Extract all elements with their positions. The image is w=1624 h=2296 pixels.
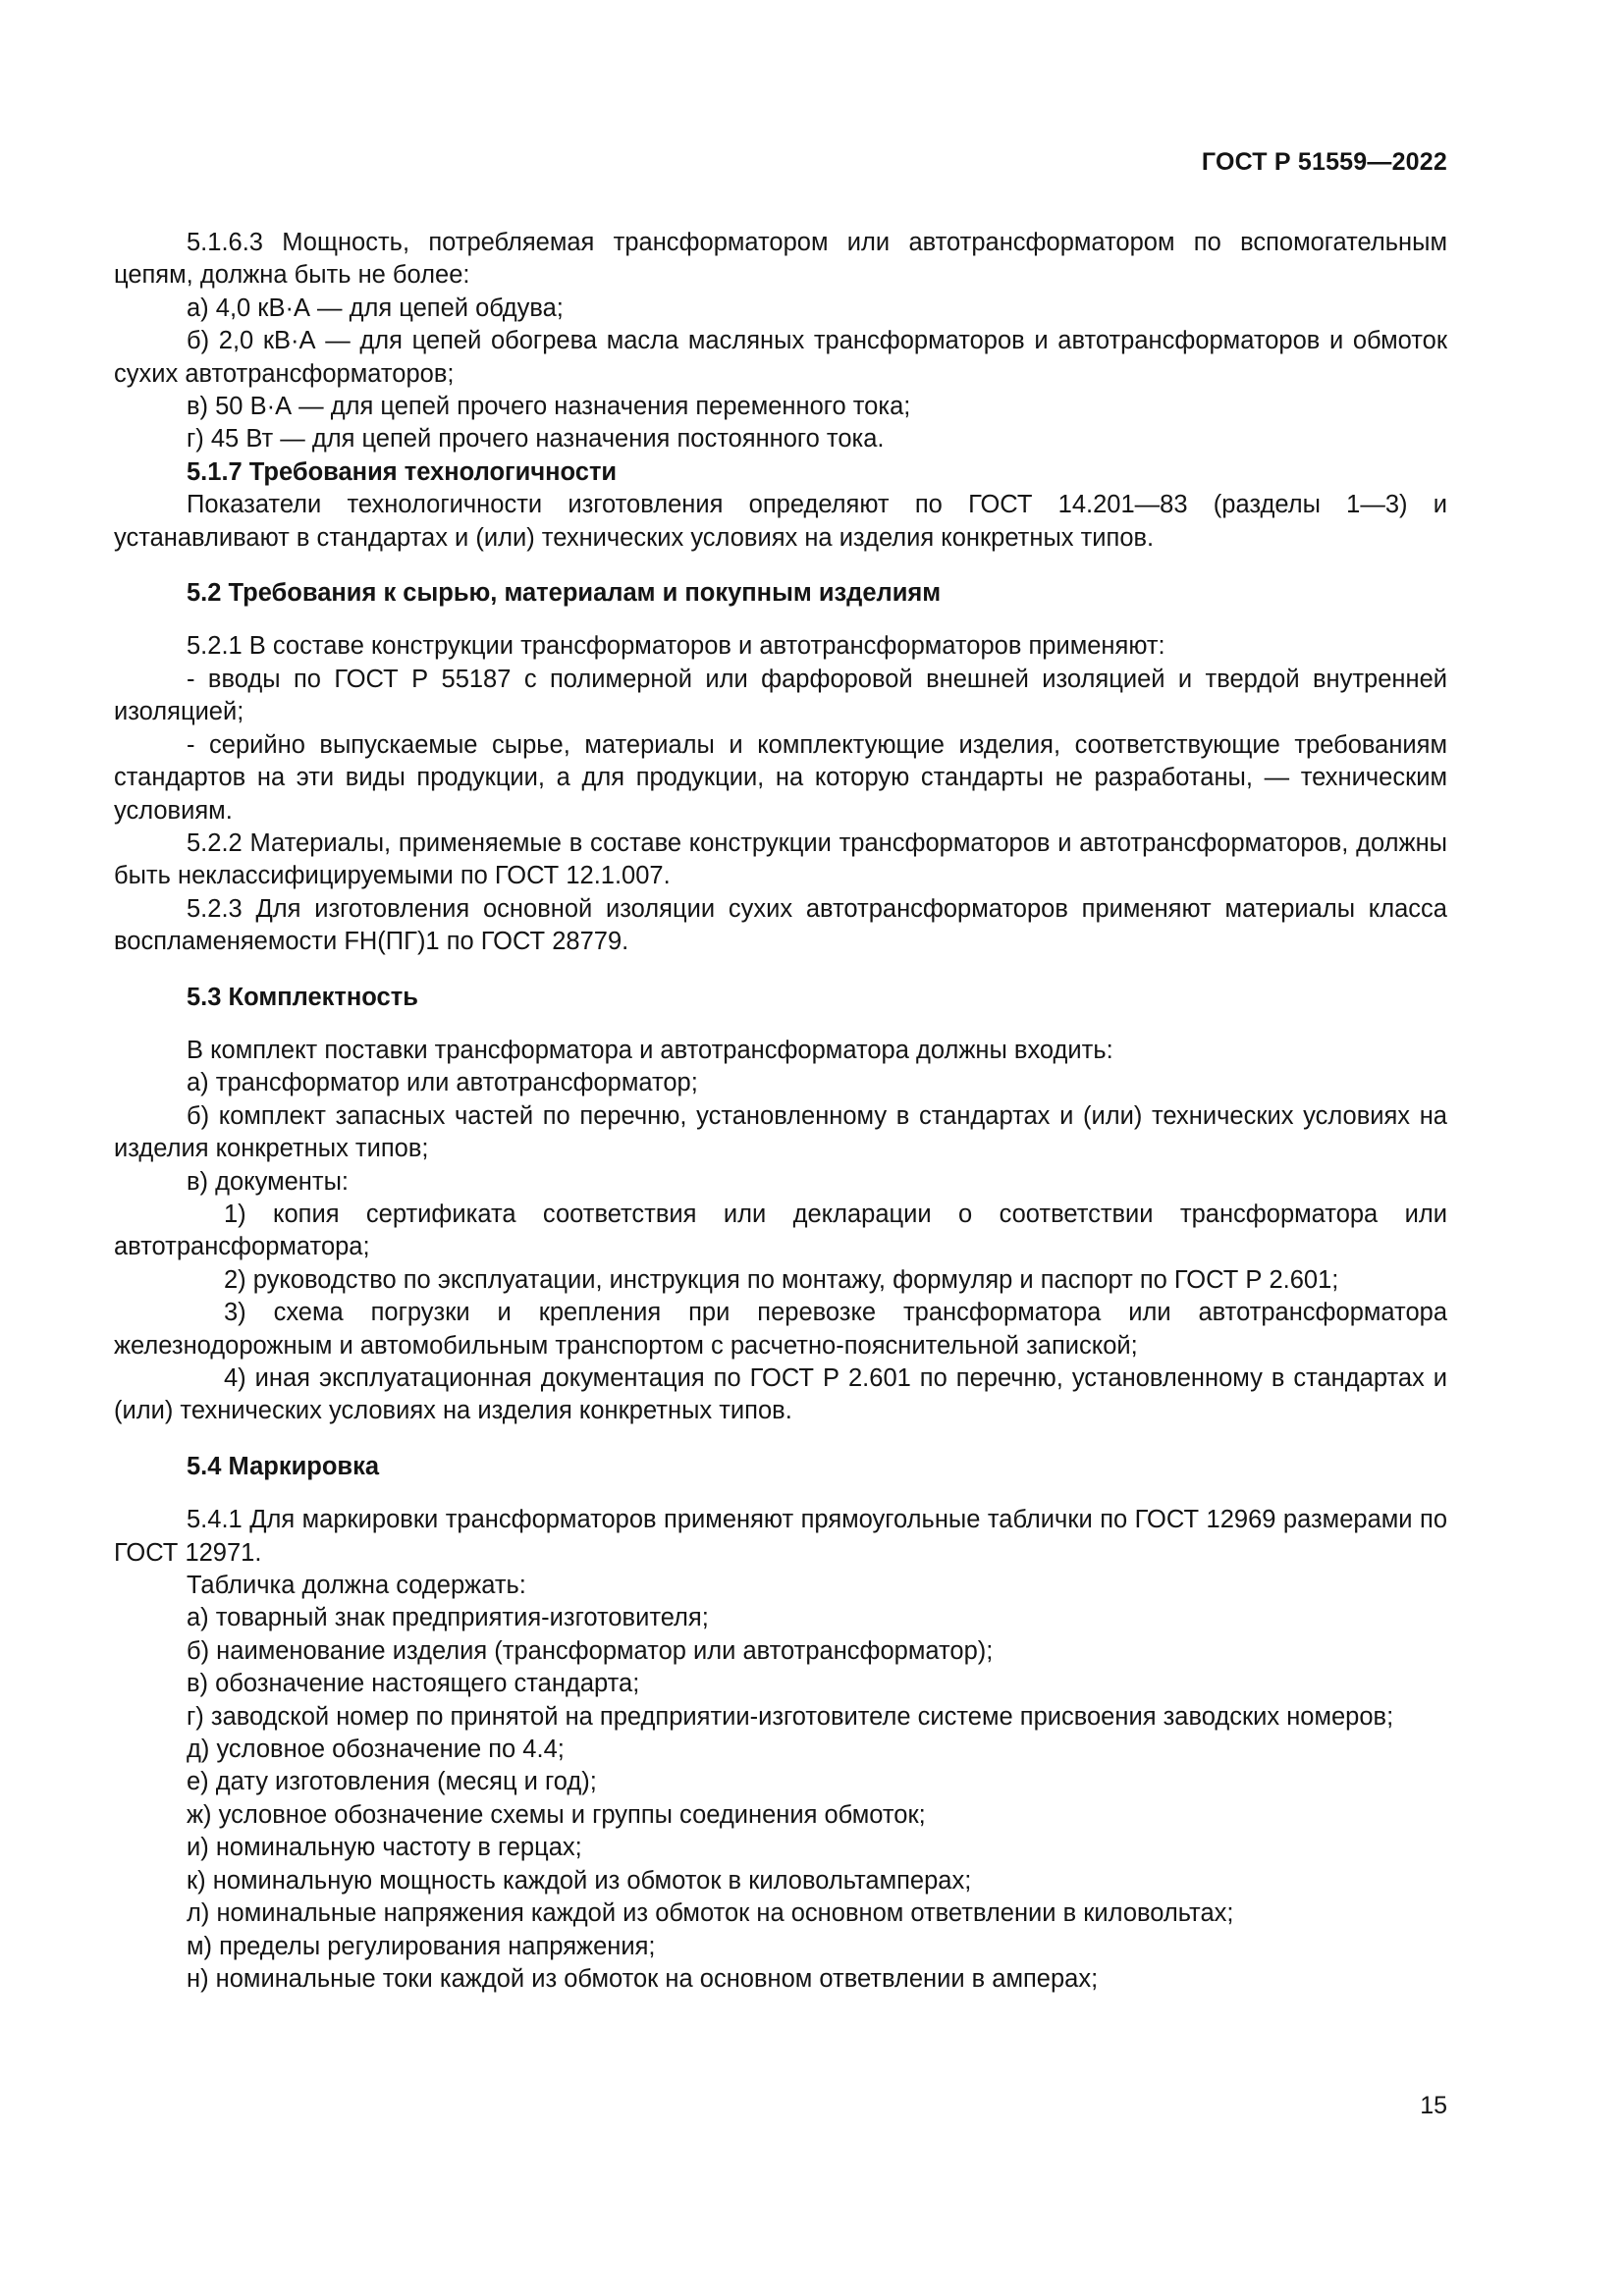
section-heading-5-3: 5.3 Комплектность [187,983,418,1011]
list-item: б) комплект запасных частей по перечню, установленному в стандартах и (или) технических условиях на изделия конкретных типов; [114,1101,1447,1163]
section-heading-5-4: 5.4 Маркировка [187,1452,380,1480]
list-item: м) пределы регулирования напряжения; [187,1932,656,1960]
page-number: 15 [1420,2092,1447,2119]
list-item: в) обозначение настоящего стандарта; [187,1670,640,1698]
list-item: и) номинальную частоту в герцах; [187,1834,582,1862]
list-item: а) товарный знак предприятия-изготовителя; [187,1604,709,1632]
list-item: г) заводской номер по принятой на предприятии-изготовителе системе присвоения заводских номеров; [187,1702,1394,1731]
sub-list-item: 1) копия сертификата соответствия или декларации о соответствии трансформатора или автотрансформатора; [114,1200,1447,1261]
list-item: а) трансформатор или автотрансформатор; [187,1069,698,1097]
paragraph-5-2-1: 5.2.1 В составе конструкции трансформаторов и автотрансформаторов применяют: [187,632,1165,661]
sub-list-item: 4) иная эксплуатационная документация по ГОСТ Р 2.601 по перечню, установленному в стандартах и (или) технических условиях на изделия конкретных типов. [114,1364,1447,1425]
list-item: б) наименование изделия (трансформатор или автотрансформатор); [187,1636,994,1665]
section-heading-5-1-7: 5.1.7 Требования технологичности [187,457,618,486]
paragraph-5-1-6-3: 5.1.6.3 Мощность, потребляемая трансформатором или автотрансформатором по вспомогательным цепям, должна быть не более: [114,229,1447,290]
sub-list-item: 3) схема погрузки и крепления при перевозке трансформатора или автотрансформатора железнодорожным и автомобильным транспортом с расчетно-пояснительной запиской; [114,1299,1447,1360]
list-item: а) 4,0 кВ·А — для цепей обдува; [187,294,564,322]
list-item: к) номинальную мощность каждой из обмоток в киловольтамперах; [187,1866,972,1895]
list-item: в) 50 В·А — для цепей прочего назначения переменного тока; [187,393,911,421]
list-item: б) 2,0 кВ·А — для цепей обогрева масла масляных трансформаторов и автотрансформаторов и обмоток сухих автотрансформаторов; [114,327,1447,388]
list-item: ж) условное обозначение схемы и группы соединения обмоток; [187,1800,926,1829]
paragraph-5-1-7: Показатели технологичности изготовления определяют по ГОСТ 14.201—83 (разделы 1—3) и устанавливают в стандартах и (или) технических условиях на изделия конкретных типов. [114,491,1447,552]
list-item: - вводы по ГОСТ Р 55187 с полимерной или фарфоровой внешней изоляцией и твердой внутренней изоляцией; [114,665,1447,726]
section-heading-5-2: 5.2 Требования к сырью, материалам и покупным изделиям [187,579,942,608]
sub-list-item: 2) руководство по эксплуатации, инструкция по монтажу, формуляр и паспорт по ГОСТ Р 2.601; [224,1265,1339,1294]
paragraph-5-3-intro: В комплект поставки трансформатора и автотрансформатора должны входить: [187,1036,1113,1064]
list-item: в) документы: [187,1167,349,1196]
paragraph-5-4-1: 5.4.1 Для маркировки трансформаторов применяют прямоугольные таблички по ГОСТ 12969 размерами по ГОСТ 12971. [114,1506,1447,1567]
list-item: д) условное обозначение по 4.4; [187,1735,565,1764]
list-item: е) дату изготовления (месяц и год); [187,1768,597,1796]
document-body [114,227,1447,1996]
paragraph-5-2-2: 5.2.2 Материалы, применяемые в составе конструкции трансформаторов и автотрансформаторов, должны быть неклассифицируемыми по ГОСТ 12.1.007. [114,828,1447,890]
list-item: л) номинальные напряжения каждой из обмоток на основном ответвлении в киловольтах; [187,1899,1234,1928]
document-header: ГОСТ Р 51559—2022 [1201,148,1447,176]
list-item: г) 45 Вт — для цепей прочего назначения постоянного тока. [187,425,885,454]
list-item: н) номинальные токи каждой из обмоток на основном ответвлении в амперах; [187,1964,1099,1993]
paragraph-5-4-1-intro: Табличка должна содержать: [187,1572,526,1600]
list-item: - серийно выпускаемые сырье, материалы и комплектующие изделия, соответствующие требованиям стандартов на эти виды продукции, а для продукции, на которую стандарты не разработаны, — техническим условиям. [114,730,1447,825]
paragraph-5-2-3: 5.2.3 Для изготовления основной изоляции сухих автотрансформаторов применяют материалы класса воспламеняемости FH(ПГ)1 по ГОСТ 28779. [114,894,1447,956]
